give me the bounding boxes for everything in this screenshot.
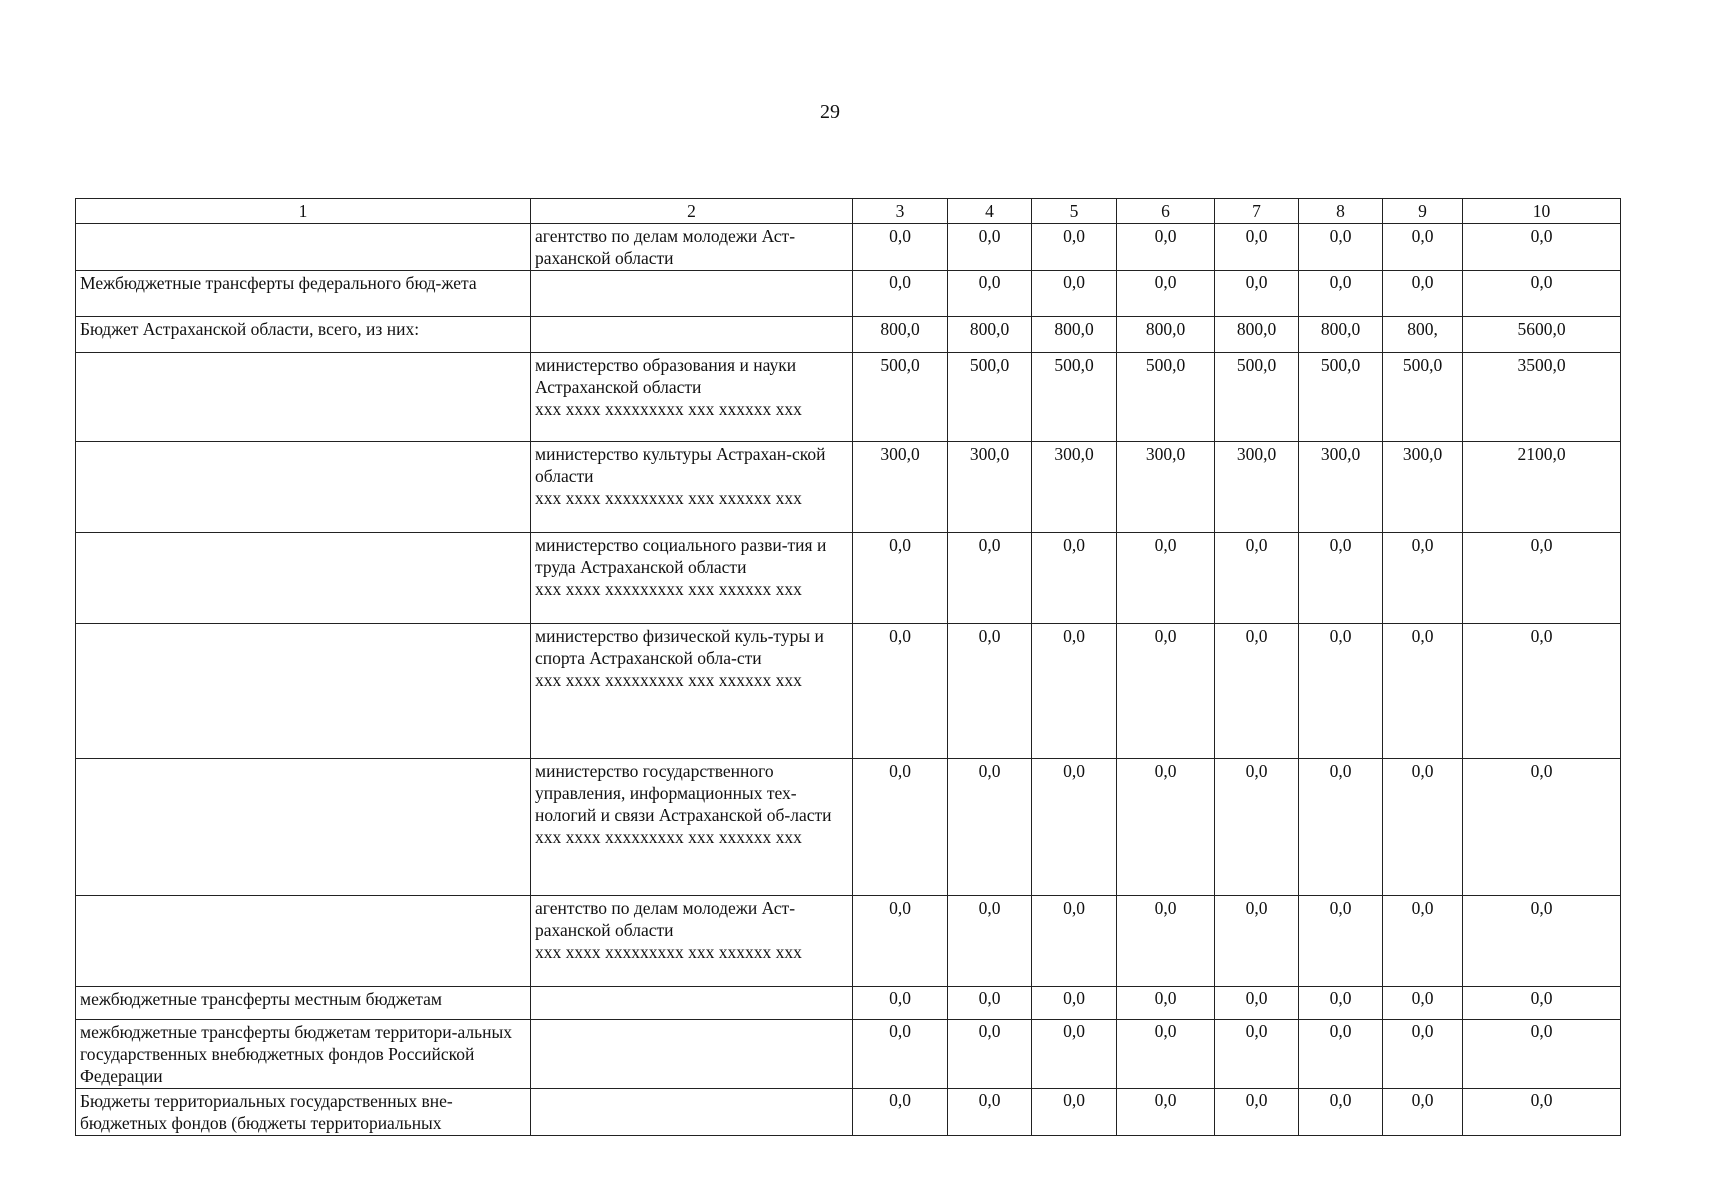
value-cell: 500,0 (1117, 353, 1215, 442)
budget-code: ххх хххх ххххххххх ххх хххххх ххх (535, 942, 802, 962)
agency-cell (531, 317, 853, 353)
page-number: 29 (820, 101, 840, 123)
value-cell: 0,0 (1383, 759, 1463, 896)
budget-code: ххх хххх ххххххххх ххх хххххх ххх (535, 488, 802, 508)
value-cell: 0,0 (853, 624, 948, 759)
table-row (76, 224, 1621, 271)
value-cell: 0,0 (948, 624, 1032, 759)
value-cell: 0,0 (1117, 759, 1215, 896)
value-cell: 0,0 (1463, 271, 1621, 317)
table-row (76, 442, 1621, 533)
agency-cell (531, 533, 853, 624)
value-cell: 500,0 (1299, 353, 1383, 442)
value-cell: 0,0 (1215, 1020, 1299, 1089)
value-cell: 0,0 (948, 224, 1032, 271)
value-cell: 0,0 (1215, 896, 1299, 987)
value-cell: 0,0 (1215, 271, 1299, 317)
row-label-cell (76, 624, 531, 759)
budget-table (75, 198, 1621, 1136)
budget-code: ххх хххх ххххххххх ххх хххххх ххх (535, 399, 802, 419)
value-cell: 0,0 (1032, 1020, 1117, 1089)
value-cell: 0,0 (1463, 759, 1621, 896)
value-cell: 0,0 (1383, 271, 1463, 317)
value-cell: 500,0 (1215, 353, 1299, 442)
value-cell: 500,0 (948, 353, 1032, 442)
header-cell: 2 (531, 199, 853, 224)
value-cell: 0,0 (1463, 1089, 1621, 1136)
value-cell: 0,0 (1299, 1089, 1383, 1136)
agency-name: агентство по делам молодежи Аст-раханской области (535, 898, 796, 940)
header-cell: 3 (853, 199, 948, 224)
value-cell: 800,0 (1299, 317, 1383, 353)
table-row (76, 987, 1621, 1020)
agency-cell (531, 1089, 853, 1136)
value-cell: 300,0 (1117, 442, 1215, 533)
value-cell: 0,0 (1215, 224, 1299, 271)
value-cell: 300,0 (853, 442, 948, 533)
value-cell: 0,0 (853, 987, 948, 1020)
value-cell: 0,0 (1383, 1020, 1463, 1089)
table-row (76, 353, 1621, 442)
value-cell: 0,0 (1299, 759, 1383, 896)
value-cell: 0,0 (1117, 1020, 1215, 1089)
row-label-cell (76, 896, 531, 987)
table-row (76, 317, 1621, 353)
table-row (76, 1089, 1621, 1136)
header-cell: 1 (76, 199, 531, 224)
table-row (76, 271, 1621, 317)
value-cell: 0,0 (948, 759, 1032, 896)
value-cell: 2100,0 (1463, 442, 1621, 533)
header-cell: 4 (948, 199, 1032, 224)
value-cell: 0,0 (1117, 624, 1215, 759)
value-cell: 0,0 (1383, 987, 1463, 1020)
budget-code: ххх хххх ххххххххх ххх хххххх ххх (535, 670, 802, 690)
agency-cell (531, 987, 853, 1020)
budget-code: ххх хххх ххххххххх ххх хххххх ххх (535, 579, 802, 599)
header-cell: 5 (1032, 199, 1117, 224)
row-label-cell (76, 353, 531, 442)
value-cell: 0,0 (1299, 1020, 1383, 1089)
value-cell: 0,0 (1463, 1020, 1621, 1089)
agency-name: министерство физической куль-туры и спорта Астраханской обла-сти (535, 626, 824, 668)
value-cell: 500,0 (1032, 353, 1117, 442)
value-cell: 0,0 (853, 1020, 948, 1089)
value-cell: 800, (1383, 317, 1463, 353)
row-label-cell (76, 533, 531, 624)
agency-name: министерство образования и науки Астраханской области (535, 355, 797, 397)
value-cell: 0,0 (1117, 896, 1215, 987)
agency-cell (531, 442, 853, 533)
agency-name: агентство по делам молодежи Аст-раханской области (535, 226, 796, 268)
value-cell: 0,0 (948, 533, 1032, 624)
agency-cell (531, 624, 853, 759)
value-cell: 0,0 (1032, 624, 1117, 759)
value-cell: 300,0 (1299, 442, 1383, 533)
table-row (76, 624, 1621, 759)
value-cell: 0,0 (948, 987, 1032, 1020)
value-cell: 0,0 (853, 533, 948, 624)
table-row (76, 759, 1621, 896)
table-row (76, 1020, 1621, 1089)
value-cell: 300,0 (948, 442, 1032, 533)
value-cell: 0,0 (948, 271, 1032, 317)
value-cell: 300,0 (1032, 442, 1117, 533)
value-cell: 0,0 (948, 1020, 1032, 1089)
value-cell: 0,0 (1117, 1089, 1215, 1136)
value-cell: 0,0 (1215, 759, 1299, 896)
header-cell: 10 (1463, 199, 1621, 224)
row-label-cell: Межбюджетные трансферты федерального бюд-жета (76, 271, 531, 317)
table-row (76, 533, 1621, 624)
value-cell: 800,0 (853, 317, 948, 353)
value-cell: 0,0 (853, 224, 948, 271)
value-cell: 5600,0 (1463, 317, 1621, 353)
value-cell: 500,0 (853, 353, 948, 442)
row-label-cell: межбюджетные трансферты бюджетам территори-альных государственных внебюджетных фондов Российской Федерации (76, 1020, 531, 1089)
budget-code: ххх хххх ххххххххх ххх хххххх ххх (535, 827, 802, 847)
table-row (76, 896, 1621, 987)
agency-cell (531, 224, 853, 271)
value-cell: 0,0 (1117, 224, 1215, 271)
value-cell: 0,0 (1032, 987, 1117, 1020)
value-cell: 0,0 (1117, 533, 1215, 624)
value-cell: 0,0 (1383, 896, 1463, 987)
value-cell: 0,0 (1383, 224, 1463, 271)
header-cell: 6 (1117, 199, 1215, 224)
agency-cell (531, 759, 853, 896)
value-cell: 0,0 (1215, 624, 1299, 759)
value-cell: 0,0 (1299, 624, 1383, 759)
agency-cell (531, 1020, 853, 1089)
value-cell: 0,0 (1463, 533, 1621, 624)
value-cell: 0,0 (948, 896, 1032, 987)
row-label-cell: межбюджетные трансферты местным бюджетам (76, 987, 531, 1020)
value-cell: 0,0 (1383, 624, 1463, 759)
value-cell: 0,0 (1383, 533, 1463, 624)
value-cell: 0,0 (1215, 1089, 1299, 1136)
value-cell: 0,0 (1463, 224, 1621, 271)
value-cell: 0,0 (1299, 224, 1383, 271)
value-cell: 0,0 (1117, 271, 1215, 317)
value-cell: 300,0 (1383, 442, 1463, 533)
value-cell: 0,0 (1117, 987, 1215, 1020)
value-cell: 300,0 (1215, 442, 1299, 533)
value-cell: 800,0 (1215, 317, 1299, 353)
header-cell: 9 (1383, 199, 1463, 224)
agency-cell (531, 353, 853, 442)
header-cell: 7 (1215, 199, 1299, 224)
row-label-cell: Бюджеты территориальных государственных вне-бюджетных фондов (бюджеты территориальных (76, 1089, 531, 1136)
value-cell: 0,0 (1299, 533, 1383, 624)
value-cell: 0,0 (1383, 1089, 1463, 1136)
value-cell: 0,0 (1463, 896, 1621, 987)
value-cell: 0,0 (1032, 896, 1117, 987)
value-cell: 0,0 (1215, 533, 1299, 624)
row-label-cell (76, 224, 531, 271)
value-cell: 800,0 (1032, 317, 1117, 353)
value-cell: 0,0 (1032, 271, 1117, 317)
value-cell: 0,0 (948, 1089, 1032, 1136)
value-cell: 0,0 (1299, 987, 1383, 1020)
value-cell: 500,0 (1383, 353, 1463, 442)
value-cell: 0,0 (1032, 533, 1117, 624)
header-row (76, 199, 1621, 224)
row-label-cell (76, 442, 531, 533)
agency-cell (531, 271, 853, 317)
value-cell: 0,0 (853, 271, 948, 317)
value-cell: 0,0 (1463, 624, 1621, 759)
row-label-cell (76, 759, 531, 896)
row-label-cell: Бюджет Астраханской области, всего, из них: (76, 317, 531, 353)
agency-name: министерство культуры Астрахан-ской области (535, 444, 826, 486)
value-cell: 800,0 (1117, 317, 1215, 353)
agency-name: министерство государственного управления, информационных тех-нологий и связи Астраханской об-ласти (535, 761, 832, 825)
value-cell: 0,0 (853, 759, 948, 896)
value-cell: 0,0 (1032, 224, 1117, 271)
value-cell: 0,0 (1032, 1089, 1117, 1136)
value-cell: 0,0 (853, 896, 948, 987)
header-cell: 8 (1299, 199, 1383, 224)
value-cell: 0,0 (1463, 987, 1621, 1020)
value-cell: 800,0 (948, 317, 1032, 353)
agency-cell (531, 896, 853, 987)
value-cell: 0,0 (1299, 271, 1383, 317)
value-cell: 0,0 (853, 1089, 948, 1136)
value-cell: 3500,0 (1463, 353, 1621, 442)
agency-name: министерство социального разви-тия и труда Астраханской области (535, 535, 827, 577)
value-cell: 0,0 (1215, 987, 1299, 1020)
value-cell: 0,0 (1032, 759, 1117, 896)
value-cell: 0,0 (1299, 896, 1383, 987)
